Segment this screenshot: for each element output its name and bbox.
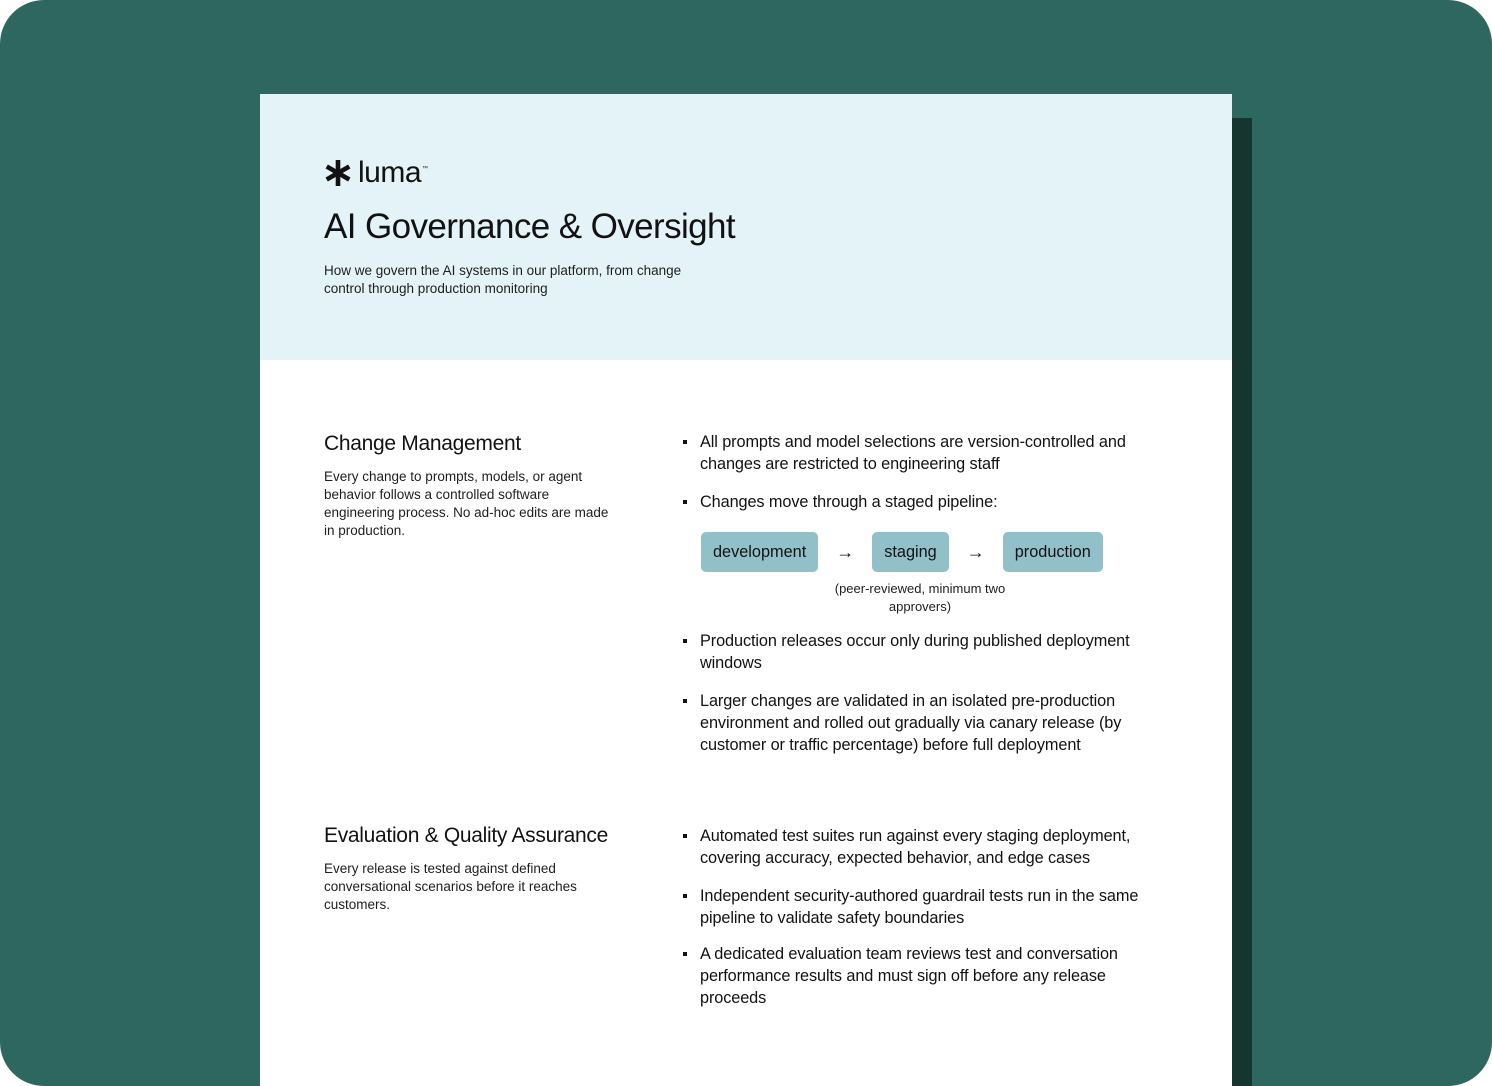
document-header xyxy=(260,94,1232,360)
stage-staging: staging xyxy=(872,532,949,572)
arrow-right-icon: → xyxy=(836,541,855,562)
brand-logo xyxy=(324,156,428,190)
bullet-item: Changes move through a staged pipeline: xyxy=(680,491,1160,513)
page-subtitle: How we govern the AI systems in our platform, from change control through production monitoring xyxy=(324,263,682,296)
page-shadow xyxy=(1232,118,1252,1086)
bullet-item: Automated test suites run against every staging deployment, covering accuracy, expected behavior, and edge cases xyxy=(680,825,1160,869)
trademark-mark: ™ xyxy=(422,166,429,172)
stage-production: production xyxy=(1003,532,1103,572)
asterisk-icon xyxy=(324,159,352,187)
change-management-intro xyxy=(324,430,644,540)
bullet-item: Independent security-authored guardrail tests run in the same pipeline to validate safety boundaries xyxy=(680,885,1160,929)
document-page xyxy=(260,94,1232,1086)
page-title: AI Governance & Oversight xyxy=(324,207,736,246)
change-management-bullets-bottom xyxy=(680,630,1160,756)
stage-development: development xyxy=(701,532,818,572)
section-heading: Change Management xyxy=(324,432,521,455)
change-management-bullets-top xyxy=(680,431,1160,513)
bullet-item: Larger changes are validated in an isolated pre-production environment and rolled out gradually via canary release (by customer or traffic percentage) before full deployment xyxy=(680,690,1160,756)
bullet-item: All prompts and model selections are version-controlled and changes are restricted to engineering staff xyxy=(680,431,1160,475)
section-heading: Evaluation & Quality Assurance xyxy=(324,824,608,847)
release-pipeline xyxy=(701,532,1103,572)
section-description: Every change to prompts, models, or agent behavior follows a controlled software engineering process. No ad-hoc edits are made in production. xyxy=(324,469,609,538)
brand-name: luma xyxy=(358,156,422,189)
bullet-item: Production releases occur only during published deployment windows xyxy=(680,630,1160,674)
bullet-item: A dedicated evaluation team reviews test and conversation performance results and must sign off before any release proceeds xyxy=(680,943,1160,1009)
arrow-right-icon: → xyxy=(966,541,985,562)
section-description: Every release is tested against defined conversational scenarios before it reaches customers. xyxy=(324,861,577,912)
evaluation-qa-bullets xyxy=(680,825,1160,1009)
evaluation-qa-intro xyxy=(324,822,644,914)
pipeline-note: (peer-reviewed, minimum two approvers) xyxy=(834,581,1006,614)
